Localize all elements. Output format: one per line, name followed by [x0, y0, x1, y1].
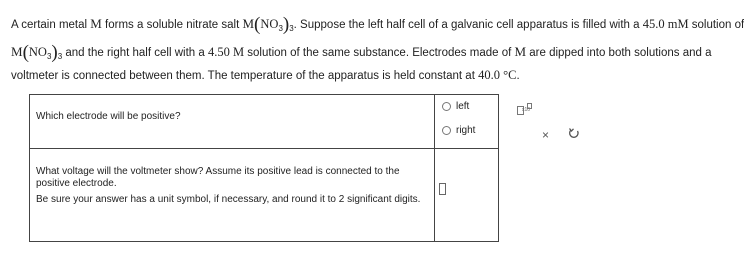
text: are dipped into both solutions and a	[529, 47, 712, 59]
question-table	[29, 94, 499, 242]
question-row-voltage	[30, 148, 498, 242]
temperature: 40.0 °C	[478, 68, 517, 82]
problem-line-1	[11, 16, 744, 36]
left-concentration: 45.0 mM	[642, 17, 689, 31]
exponent-box-icon	[527, 103, 532, 109]
column-divider	[434, 95, 435, 241]
problem-line-3	[11, 68, 520, 84]
text: solution of the same substance. Electrodes made of	[247, 47, 512, 59]
option-right[interactable]	[442, 125, 475, 136]
subscript: 3	[289, 24, 294, 33]
text: A certain metal	[11, 19, 88, 31]
option-left[interactable]	[442, 101, 469, 112]
text: significant digits.	[347, 194, 421, 205]
right-concentration: 4.50 M	[207, 45, 245, 59]
question-positive-electrode: Which electrode will be positive?	[36, 111, 181, 122]
salt-ion: NO	[28, 45, 47, 59]
subscript: 3	[46, 52, 52, 61]
sig-figs: 2	[338, 194, 345, 205]
subscript: 3	[278, 24, 283, 33]
undo-icon[interactable]	[568, 127, 580, 139]
text: and the right half cell with a	[65, 47, 205, 59]
voltage-answer-input[interactable]	[439, 183, 446, 195]
text: .	[516, 70, 520, 82]
question-voltage: What voltage will the voltmeter show? Assume its positive lead is connected to the positive electrode.	[36, 166, 400, 189]
salt-metal: M	[242, 16, 255, 31]
metal-symbol: M	[90, 16, 102, 31]
paren: (	[254, 14, 261, 35]
question-row-positive-electrode	[30, 95, 498, 149]
text: voltmeter is connected between them. The temperature of the apparatus is held constant at	[11, 70, 475, 82]
text: Be sure your answer has a unit symbol, if necessary, and round it to	[36, 194, 336, 205]
option-label: right	[456, 125, 476, 136]
problem-line-2	[11, 44, 712, 64]
text: solution of	[691, 19, 744, 31]
paren: )	[51, 42, 58, 63]
salt-metal: M	[11, 44, 23, 59]
metal-symbol: M	[514, 44, 527, 59]
subscript: 3	[57, 52, 63, 61]
exponent-tool-button[interactable]	[517, 103, 533, 117]
radio-button[interactable]	[442, 126, 451, 135]
rounding-instruction	[36, 194, 426, 206]
salt-ion: NO	[260, 17, 279, 31]
option-label: left	[456, 101, 470, 112]
paren: )	[282, 14, 290, 35]
answer-tools-panel	[510, 94, 590, 158]
text: . Suppose the left half cell of a galvanic cell apparatus is filled with a	[293, 19, 640, 31]
radio-button[interactable]	[442, 102, 451, 111]
text: forms a soluble nitrate salt	[105, 19, 240, 31]
clear-button[interactable]: ×	[542, 128, 550, 142]
paren: (	[22, 42, 29, 63]
x10-label: x10	[522, 107, 531, 113]
